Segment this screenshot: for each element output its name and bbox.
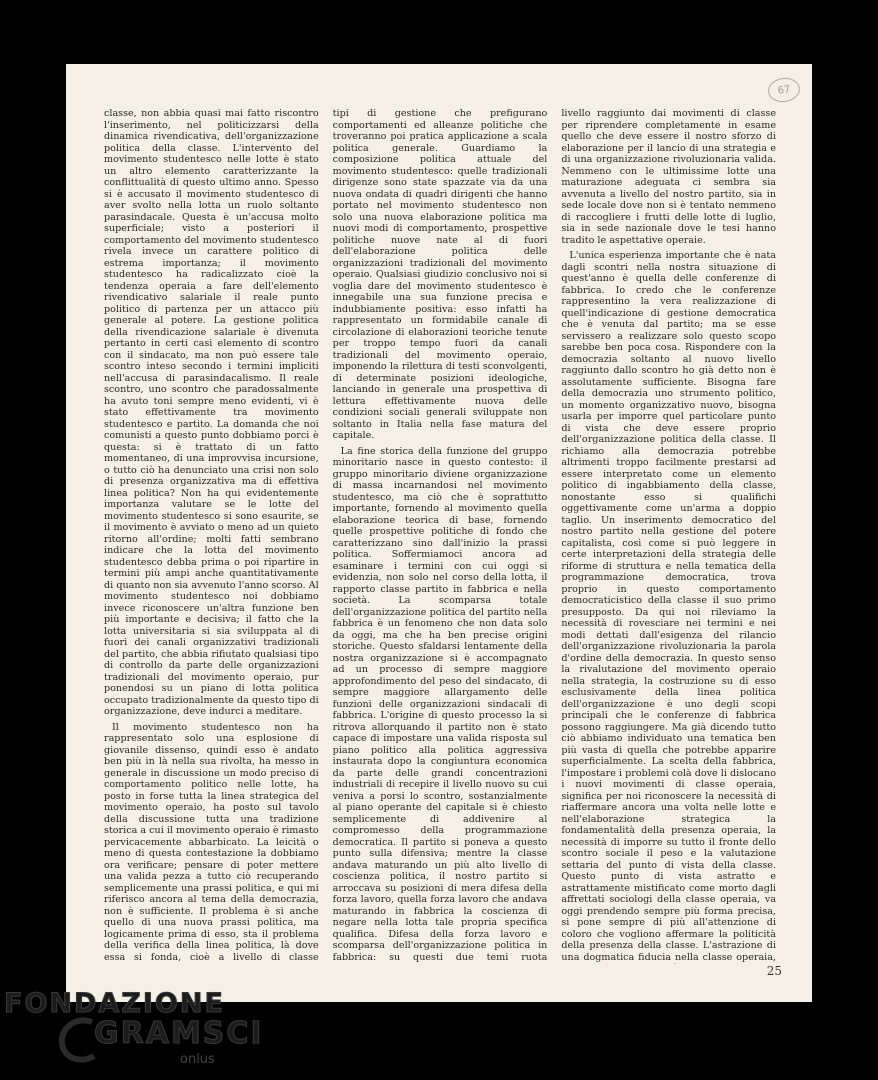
paragraph: Il movimento studentesco non ha rappresentato solo una esplosione di giovanile dissenso, quindi esso è andato ben più in là nella sua rivolta, ha messo in generale in discussione un modo preciso di comportamento politico nelle lotte, ha posto in forse tutta la linea strategica del movimento operaio, ha posto sul tavolo della discussione tutta una tradizione storica a cui il movimento operaio è rimasto pervicacemente abbarbicato. La leicità o meno di questa contestazione la dobbiamo ora verificare; pensare di poter mettere una valida pezza a tutto ciò recuperando semplicemente una prassi politica, e qui mi riferisco ancora al tema della democrazia, non è sufficiente. Il problema è si anche quello di una nuova prassi politica, ma logicamente prima di esso, sta il problema della verifica della linea politica, là dove essa si fonda, cioè a livello di classe bbox=[104, 721, 319, 963]
text-column-2 bbox=[333, 108, 548, 964]
page-number: 25 bbox=[766, 964, 782, 978]
text-column-1 bbox=[104, 108, 319, 964]
archive-stamp: 67 bbox=[766, 76, 801, 104]
paragraph: L'unica esperienza importante che è nata dagli scontri nella nostra situazione di quest'anno è quella delle conferenze di fabbrica. Io credo che le conferenze rappresentino la vera realizzazione di quell'indicazione di gestione democratica che è venuta dal partito; ma se esse servissero a realizzare solo questo scopo sarebbe ben poca cosa. Rispondere con la democrazia soltanto al nuovo livello raggiunto dallo scontro ho già detto non è assolutamente sufficiente. Bisogna fare della democrazia uno strumento politico, un momento organizzativo nuovo, bisogna usarla per imporre quel particolare punto di vista che deve essere proprio dell'organizzazione politica della classe. Il richiamo alla democrazia potrebbe altrimenti troppo facilmente prestarsi ad essere interpretato come un elemento politico di ingabbiamento della classe, nonostante esso si qualifichi oggettivamente come un'arma a doppio taglio. Un inserimento democratico del nostro partito nella gestione del potere capitalista, così come si può leggere in certe interpretazioni della strategia delle riforme di struttura e nella tematica della programmazione democratica, trova proprio in questo comportamento democraticistico della classe il suo primo presupposto. Da qui noi rileviamo la necessità di rovesciare nei termini e nei modi dettati dall'esigenza del rilancio dell'organizzazione rivoluzionaria la parola d'ordine della democrazia. In questo senso la rivalutazione del movimento operaio nella strategia, la costruzione su di esso esclusivamente della linea politica dell'organizzazione è uno degli scopi principali che le conferenze di fabbrica possono raggiungere. Ma già dicendo tutto ciò abbiamo individuato una tematica ben più vasta di quella che potrebbe apparire superficialmente. La scelta della fabbrica, l'impostare i problemi colà dove li dislocano i nuovi movimenti di classe operaia, significa per noi riconoscere la necessità di riaffermare ancora una volta nelle lotte e nell'elaborazione strategica la fondamentalità della presenza operaia, la necessità di imporre su tutto il fronte dello scontro sociale il peso e la valutazione settaria del punto di vista della classe. Questo punto di vista astratto e astrattamente mistificato come morto dagli affrettati sociologi della classe operaia, va oggi prendendo sempre più forma precisa, si pone sempre di più all'attenzione di coloro che vogliono affermare la politicità della presenza della classe. L'astrazione di una dogmatica fiducia nella classe operaia, bbox=[561, 250, 777, 963]
logo-line-1: FONDAZIONE bbox=[4, 988, 225, 1019]
logo-line-2: GRAMSCI bbox=[94, 1016, 264, 1051]
paragraph: tipi di gestione che prefigurano comportamenti ed alleanze politiche che troveranno poi pratica applicazione a scala politica generale. Guardiamo la composizione politica attuale del movimento studentesco: quelle tradizionali dirigenze sono state spazzate via da una nuova ondata di quadri dirigenti che hanno portato nel movimento studentesco non solo una nuova elaborazione politica ma nuovi modi di comportamento, prospettive politiche nuove nate al di fuori dell'elaborazione politica delle organizzazioni tradizionali del movimento operaio. Qualsiasi giudizio conclusivo noi si voglia dare del movimento studentesco è innegabile una sua funzione precisa e indubbiamente positiva: esso infatti ha rappresentato un formidabile canale di circolazione di elaborazioni teoriche tenute per troppo tempo fuori da canali tradizionali del movimento operaio, imponendo la rilettura di testi sconvolgenti, di determinate posizioni ideologiche, lanciando in generale una prospettiva di lettura effettivamente nuova delle condizioni sociali generali sviluppate non soltanto in Italia nella fase matura del capitale. bbox=[332, 108, 548, 441]
logo-line-3: onlus bbox=[180, 1052, 215, 1067]
text-columns bbox=[104, 108, 776, 964]
paragraph: livello raggiunto dai movimenti di classe per riprendere completamente in esame quello che deve essere il nostro sforzo di elaborazione per il lancio di una strategia e di una organizzazione rivoluzionaria valida. Nemmeno con le ultimissime lotte una maturazione adeguata ci sembra sia avvenuta a livello del nostro partito, sia in sede locale dove non si è tentato nemmeno di raccogliere i frutti delle lotte di luglio, sia in sede nazionale dove le tesi hanno tradito le aspettative operaie. bbox=[561, 108, 777, 246]
document-page bbox=[66, 64, 812, 1002]
fondazione-gramsci-logo bbox=[4, 988, 264, 1078]
text-column-3 bbox=[561, 108, 776, 964]
paragraph: classe, non abbia quasi mai fatto riscontro l'inserimento, nel politicizzarsi della dinamica rivendicativa, dell'organizzazione politica della classe. L'intervento del movimento studentesco nelle lotte è stato un altro elemento caratterizzante la conflittualità di questo ultimo anno. Spesso si è accusato il movimento studentesco di aver svolto nella lotta un ruolo soltanto parasindacale. Questa è un'accusa molto superficiale; visto a posteriori il comportamento del movimento studentesco rivela invece un carattere politico di estrema importanza; il movimento studentesco ha radicalizzato cioè la tendenza operaia a fare dell'elemento rivendicativo salariale il reale punto politico di partenza per un attacco più generale al potere. La gestione politica della rivendicazione salariale è divenuta pertanto in certi casi elemento di scontro con il sindacato, ma non può essere tale scontro inteso secondo i termini impliciti nell'accusa di parasindacalismo. Il reale scontro, uno scontro che paradossalmente ha avuto toni sempre meno evidenti, vi è stato effettivamente tra movimento studentesco e partito. La domanda che noi comunisti a questo punto dobbiamo porci è questa: si è trattato di un fatto momentaneo, di una improvvisa incursione, o tutto ciò ha denunciato una crisi non solo di presenza organizzativa ma di effettiva linea politica? Non ha qui evidentemente importanza valutare se le lotte del movimento studentesco si sono esaurite, se il movimento è avviato o meno ad un quieto ritorno all'ordine; molti fatti sembrano indicare che la lotta del movimento studentesco debba prima o poi ripartire in termini più ampi anche quantitativamente di quanto non sia avvenuto l'anno scorso. Al movimento studentesco noi dobbiamo invece riconoscere un'altra funzione ben più importante e decisiva; il fatto che la lotta universitaria si sia sviluppata al di fuori dei canali organizzativi tradizionali del partito, che abbia rifiutato qualsiasi tipo di controllo da parte delle organizzazioni tradizionali del movimento operaio, pur ponendosi su un piano di lotta politica occupato tradizionalmente da questo tipo di organizzazione, deve indurci a meditare. bbox=[104, 108, 319, 717]
paragraph: La fine storica della funzione del gruppo minoritario nasce in questo contesto: il gruppo minoritario diviene organizzazione di massa incarnandosi nel movimento studentesco, ma ciò che è soprattutto importante, fornendo al movimento quella elaborazione teorica di base, fornendo quelle prospettive politiche di fondo che caratterizzano sino dall'inizio la prassi politica. Soffermiamoci ancora ad esaminare i termini con cui oggi si evidenzia, non solo nel corso della lotta, il rapporto classe partito in fabbrica e nella società. La scomparsa totale dell'organizzazione politica del partito nella fabbrica è un fenomeno che non data solo da oggi, ma che ha ben precise origini storiche. Questo sfaldarsi lentamente della nostra organizzazione si è accompagnato ad un processo di sempre maggiore approfondimento del peso del sindacato, di sempre maggiore allargamento delle funzioni delle organizzazioni sindacali di fabbrica. L'origine di questo processo la si ritrova allorquando il partito non è stato capace di impostare una valida risposta sul piano politico alla politica aggressiva instaurata dopo la congiuntura economica da parte delle grandi concentrazioni industriali di recepire il livello nuovo su cui veniva a porsi lo scontro, sostanzialmente al piano operante del capitale si è chiesto semplicemente di addivenire al compromesso della programmazione democratica. Il partito si poneva a questo punto sulla difensiva; mentre la classe andava maturando un più alto livello di coscienza politica, il nostro partito si arroccava su posizioni di mera difesa della forza lavoro, quella forza lavoro che andava maturando in fabbrica la coscienza di negare nella lotta tale propria specifica qualifica. Difesa della forza lavoro e scomparsa dell'organizzazione politica in fabbrica: su questi due temi ruota bbox=[332, 445, 548, 963]
